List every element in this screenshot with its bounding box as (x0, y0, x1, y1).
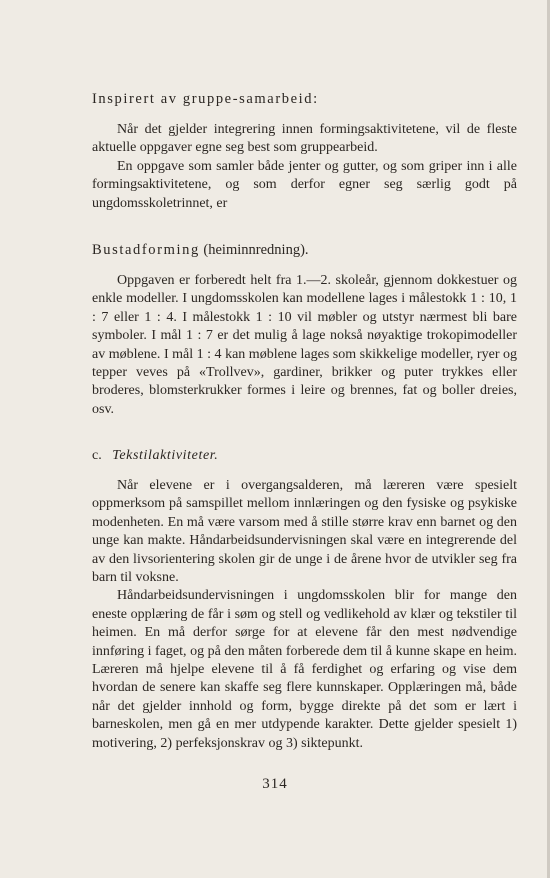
paragraph: Når det gjelder integrering innen formingsaktivitetene, vil de fleste aktuelle oppgaver egne seg best som gruppearbeid. (92, 122, 517, 156)
paragraph: En oppgave som samler både jenter og gutter, og som griper inn i alle formingsaktivitetene, og som derfor egner seg særlig godt på ungdomsskoletrinnet, er (92, 158, 517, 211)
section-c-heading (92, 448, 218, 464)
section-b-heading-spaced: Bustadforming (92, 242, 200, 258)
paragraph: Når elevene er i overgangsalderen, må læreren være spesielt oppmerksom på samspillet mellom innlæringen og den fysiske og psykiske modenheten. En må være varsom med å stille større krav enn barnet og den unge kan makte. Håndarbeidsundervisningen skal være en integrerende del av den livsorientering skolen gir de unge i de årene hvor de utvikler seg fra barn til voksne. (92, 478, 517, 586)
page-number: 314 (262, 776, 288, 792)
section-a-body (92, 121, 517, 213)
paragraph: Håndarbeidsundervisningen i ungdomsskolen blir for mange den eneste opplæring de får i søm og stell og vedlikehold av klær og tekstiler til heimen. En må derfor sørge for at elevene får den mest nødvendige innføring i faget, og på den måten forberede dem til å kunne skape en heim. Læreren må hjelpe elevene til å få ferdighet og erfaring og vise dem hvordan de senere kan skaffe seg flere kunnskaper. Opplæringen må, både når det gjelder innhold og form, bygge direkte på det som er lært i barneskolen, men gå en mer utdypende karakter. Dette gjelder spesielt 1) motivering, 2) perfeksjonskrav og 3) siktepunkt. (92, 588, 517, 751)
section-a-heading: Inspirert av gruppe-samarbeid: (92, 91, 319, 107)
section-b-heading-tail: (heiminnredning). (199, 242, 309, 258)
section-b-heading (92, 242, 309, 259)
section-c-label: c. (92, 448, 102, 463)
section-b-body (92, 272, 517, 419)
section-c-title: Tekstilaktiviteter. (112, 448, 219, 463)
paragraph: Oppgaven er forberedt helt fra 1.—2. skoleår, gjennom dokkestuer og enkle modeller. I ungdomsskolen kan modellene lages i målestokk 1 : 10, 1 : 7 eller 1 : 4. I målestokk 1 : 10 vil møbler og utstyr nærmest bli bare symboler. I mål 1 : 7 er det mulig å lage nokså nøyaktige trokopimodeller av møblene. I mål 1 : 4 kan møblene lages som skikkelige modeller, ryer og tepper veves på «Trollvev», gardiner, brikker og puter trykkes eller broderes, blomsterkrukker formes i leire og brennes, fat og boller dreies, osv. (92, 273, 517, 417)
section-c-body (92, 477, 517, 753)
